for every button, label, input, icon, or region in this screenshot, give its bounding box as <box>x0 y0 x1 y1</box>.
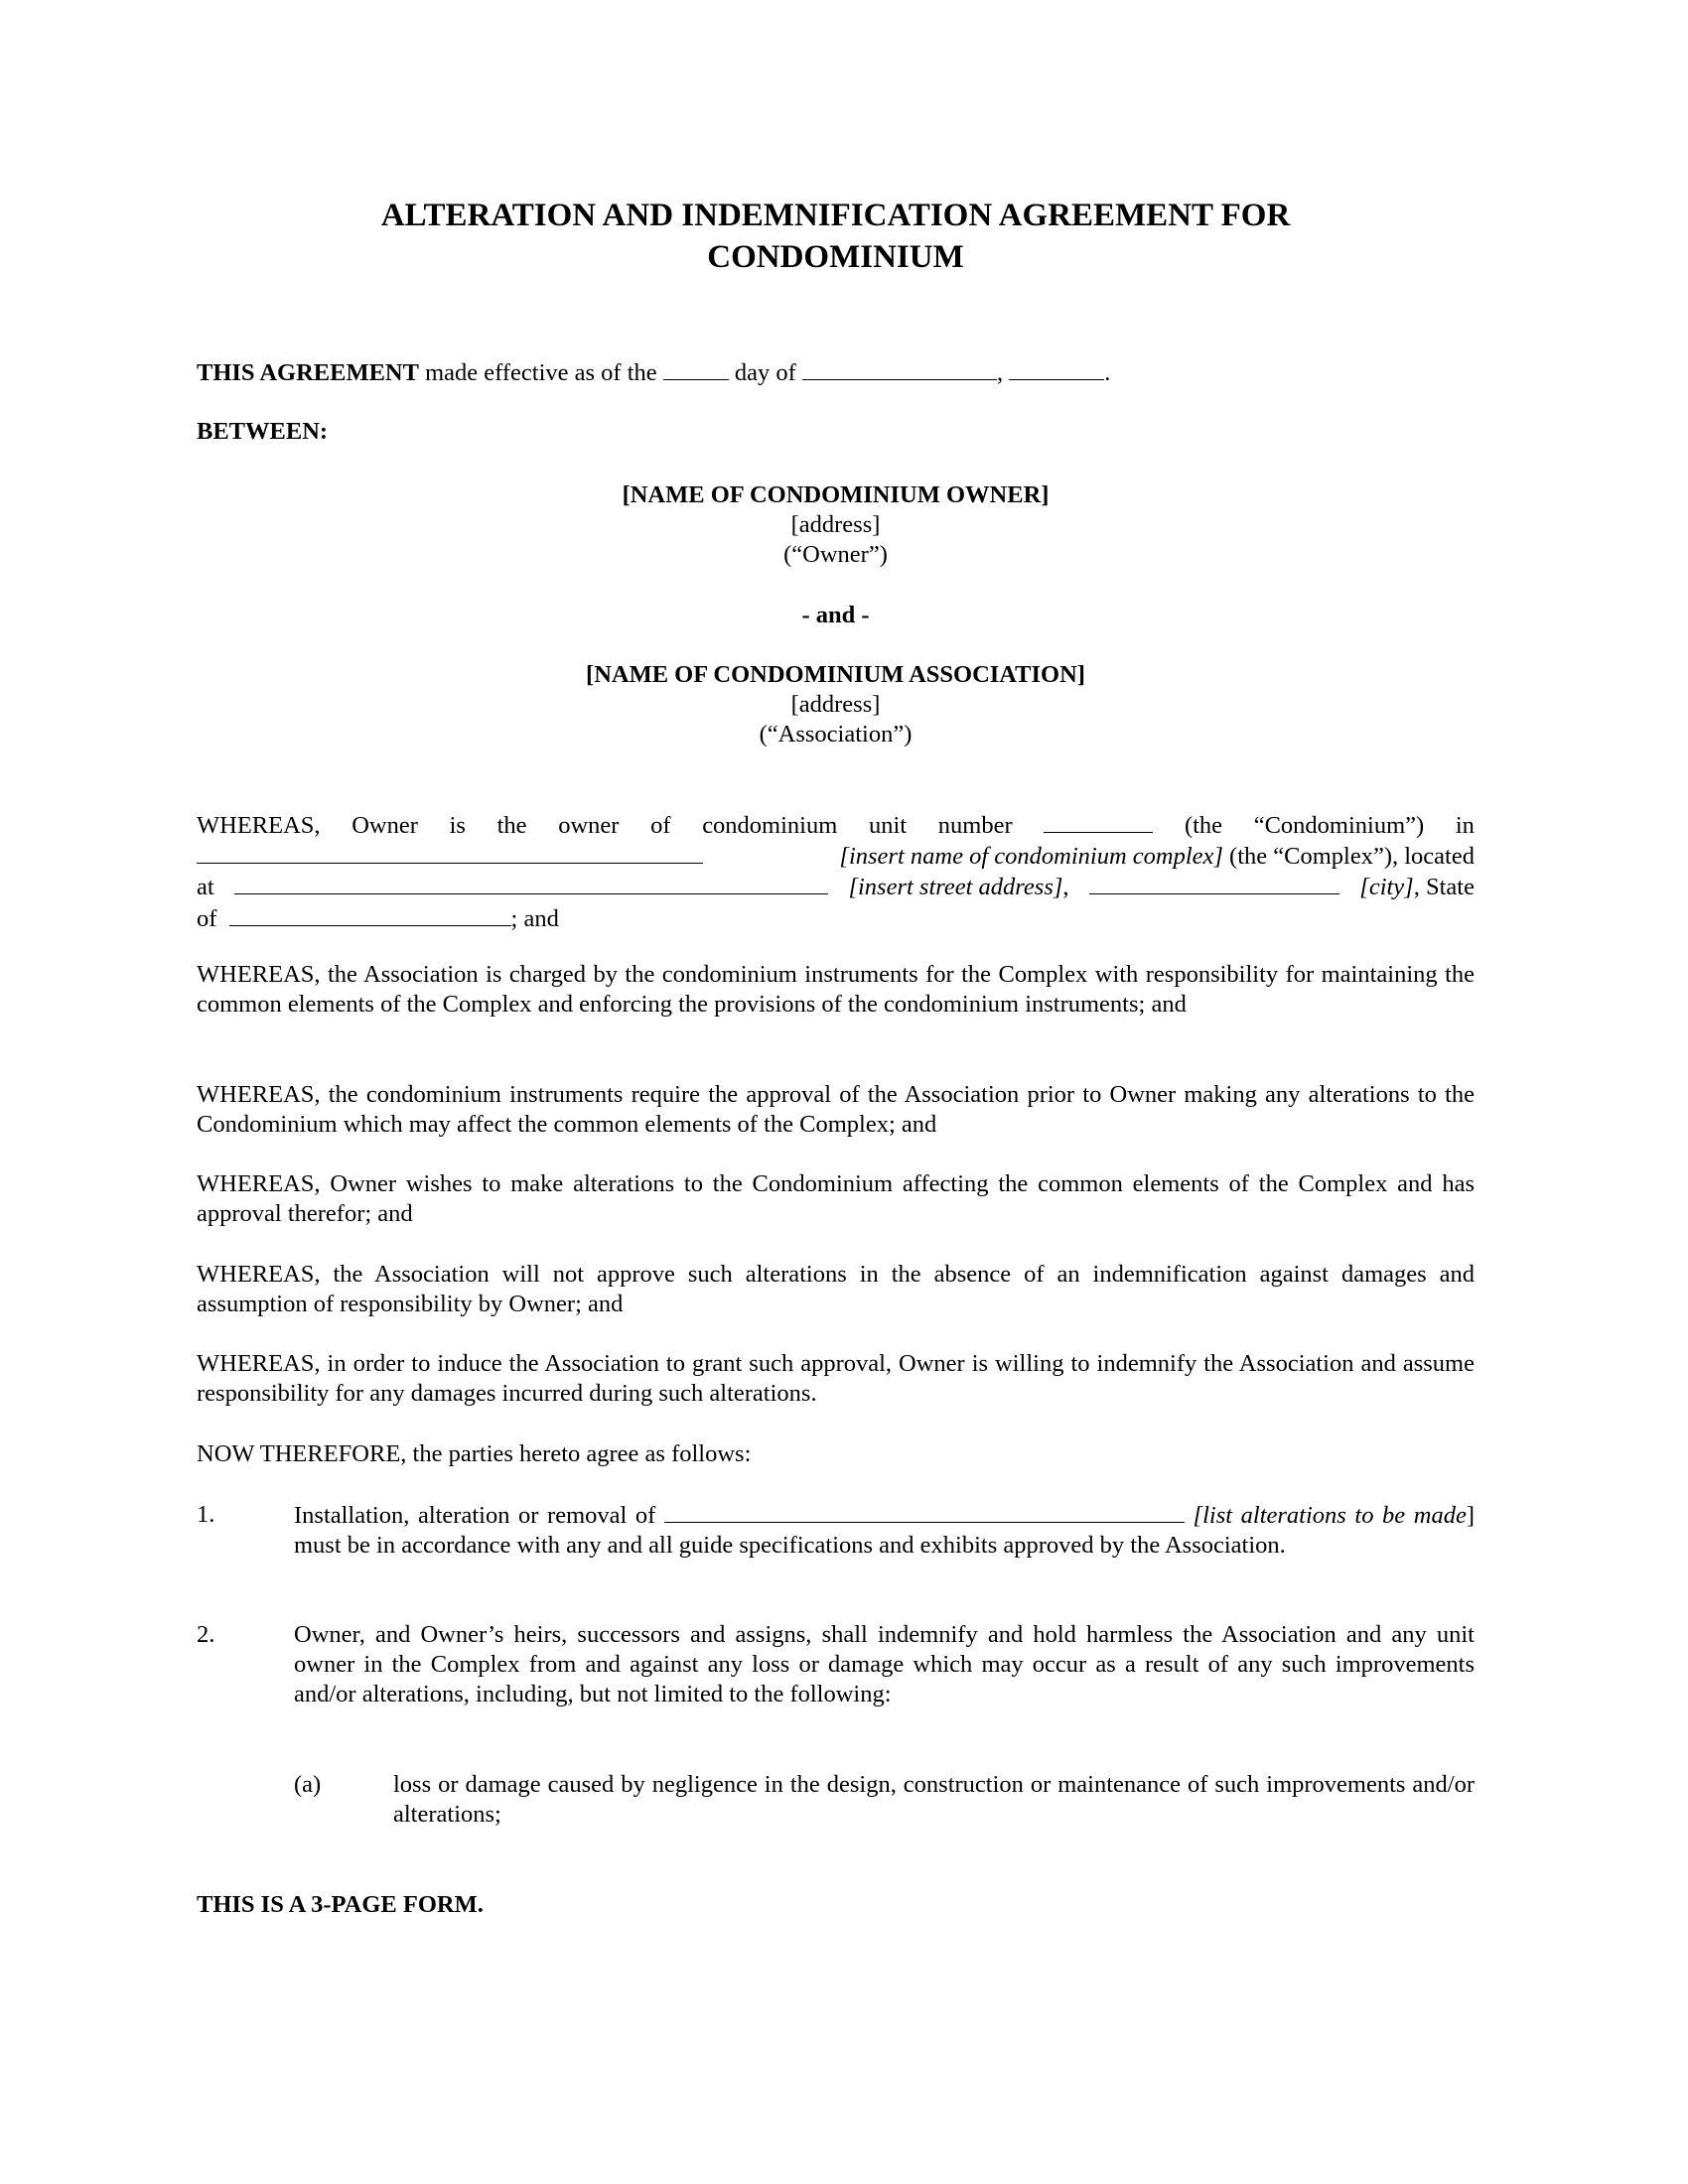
street-address-hint: [insert street address] <box>848 874 1063 901</box>
title-line-2: CONDOMINIUM <box>707 239 964 275</box>
text: , <box>1062 874 1069 901</box>
and-separator: - and - <box>801 602 870 628</box>
text: must be in accordance with any and all guide specifications and exhibits approved by the Association. <box>294 1532 1286 1560</box>
complex-name-blank[interactable] <box>197 841 703 864</box>
item-number: 1. <box>197 1501 215 1528</box>
intro-text-2: day of <box>728 359 802 386</box>
whereas-clause-2: WHEREAS, the Association is charged by the condominium instruments for the Complex with responsibility for maintaining the common elements of the Complex and enforcing the provisions of the condominium instruments; and <box>197 961 1475 1019</box>
intro-text-3: , <box>996 359 1010 386</box>
item-1-text <box>294 1500 1475 1561</box>
text: ] <box>1466 1502 1476 1529</box>
text: number <box>937 812 1013 839</box>
owner-party-block <box>197 480 1475 571</box>
alterations-blank[interactable] <box>664 1500 1185 1523</box>
document-title <box>197 195 1475 278</box>
whereas1-line-2 <box>197 841 1475 872</box>
whereas-clause-5: WHEREAS, the Association will not approve such alterations in the absence of an indemnification against damages and assumption of responsibility by Owner; and <box>197 1261 1475 1318</box>
association-defined-term: (“Association”) <box>759 721 913 749</box>
text: Owner <box>352 812 418 839</box>
year-blank[interactable] <box>1009 357 1104 380</box>
text: the <box>496 812 527 839</box>
text: is <box>449 812 466 839</box>
unit-number-blank[interactable] <box>1044 810 1153 833</box>
intro-bold-label: THIS AGREEMENT <box>197 359 419 386</box>
subitem-label: (a) <box>294 1771 322 1798</box>
text: , State <box>1413 874 1475 901</box>
whereas-clause-4: WHEREAS, Owner wishes to make alterations to the Condominium affecting the common elements of the Complex and has approval therefor; and <box>197 1170 1475 1228</box>
text: of <box>650 812 671 839</box>
text: “Condominium”) <box>1253 812 1425 839</box>
association-name: [NAME OF CONDOMINIUM ASSOCIATION] <box>586 661 1085 688</box>
title-line-1: ALTERATION AND INDEMNIFICATION AGREEMENT FOR <box>380 198 1291 233</box>
text: (the <box>1184 812 1223 839</box>
page-count-notice: THIS IS A 3-PAGE FORM. <box>197 1891 484 1918</box>
text: ; and <box>510 904 559 932</box>
subitem-a-text: loss or damage caused by negligence in the design, construction or maintenance of such improvements and/or alterations; <box>393 1771 1475 1829</box>
city-hint: [city] <box>1359 874 1414 901</box>
owner-name: [NAME OF CONDOMINIUM OWNER] <box>622 481 1050 508</box>
whereas1-line-4 <box>197 903 1475 934</box>
text: WHEREAS, <box>197 812 321 839</box>
month-blank[interactable] <box>802 357 997 380</box>
whereas-clause-1 <box>197 810 1475 934</box>
subitem-a <box>197 1770 1475 1835</box>
whereas1-line-1 <box>197 810 1475 841</box>
item-1 <box>197 1500 1475 1594</box>
text: condominium <box>702 812 838 839</box>
day-blank[interactable] <box>663 357 729 380</box>
text: (the “Complex”), located <box>1222 843 1475 871</box>
between-label: BETWEEN: <box>197 418 329 445</box>
association-address: [address] <box>790 691 881 719</box>
intro-text-1: made effective as of the <box>418 359 663 386</box>
whereas-clause-3: WHEREAS, the condominium instruments require the approval of the Association prior to Owner making any alterations to the Condominium which may affect the common elements of the Complex; and <box>197 1081 1475 1139</box>
item-2-text: Owner, and Owner’s heirs, successors and assigns, shall indemnify and hold harmless the Association and any unit owner in the Complex from and against any loss or damage which may occur as a result of any such improvements and/or alterations, including, but not limited to the following: <box>294 1621 1475 1708</box>
association-party-block <box>197 660 1475 751</box>
whereas-clause-6: WHEREAS, in order to induce the Association to grant such approval, Owner is willing to indemnify the Association and assume responsibility for any damages incurred during such alterations. <box>197 1350 1475 1408</box>
agreement-intro <box>197 357 1475 388</box>
item-2 <box>197 1620 1475 1744</box>
text: at <box>197 874 214 901</box>
city-blank[interactable] <box>1089 872 1339 894</box>
intro-text-4: . <box>1104 359 1111 386</box>
owner-address: [address] <box>790 511 881 539</box>
text: owner <box>558 812 620 839</box>
complex-name-hint: [insert name of condominium complex] <box>839 843 1223 871</box>
text: of <box>197 904 217 932</box>
text: Installation, alteration or removal of <box>294 1502 664 1529</box>
state-blank[interactable] <box>229 903 511 926</box>
whereas1-line-3 <box>197 872 1475 902</box>
text: in <box>1455 812 1475 839</box>
now-therefore: NOW THEREFORE, the parties hereto agree as follows: <box>197 1440 752 1467</box>
alterations-hint: [list alterations to be made <box>1193 1502 1467 1529</box>
text: unit <box>868 812 908 839</box>
item-number: 2. <box>197 1621 215 1648</box>
street-address-blank[interactable] <box>234 872 828 894</box>
owner-defined-term: (“Owner”) <box>783 541 888 569</box>
